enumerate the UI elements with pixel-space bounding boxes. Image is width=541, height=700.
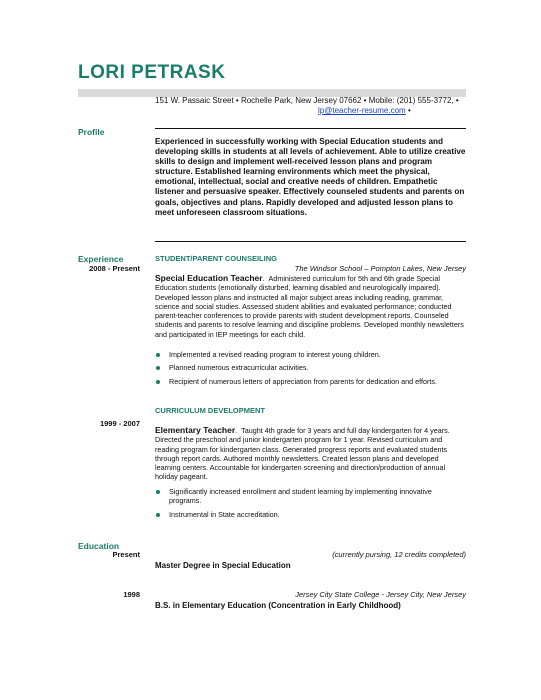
email-link[interactable]: lp@teacher-resume.com [318, 106, 406, 115]
job-1-dates: 2008 - Present [89, 264, 140, 273]
edu-2-note: Jersey City State College - Jersey City, New Jersey [295, 590, 466, 599]
job-2-title: Elementary Teacher [155, 425, 236, 435]
edu-1-note: (currently pursing, 12 credits completed) [332, 550, 466, 559]
bullet-icon [156, 380, 160, 384]
bullet-icon [156, 366, 160, 370]
bullet-icon [156, 490, 160, 494]
profile-heading: Profile [78, 127, 105, 137]
edu-2-dates: 1998 [123, 590, 140, 599]
job-1-employer: The Windsor School – Pompton Lakes, New Jersey [294, 264, 466, 273]
job-2-bullets [155, 487, 466, 523]
job-2-description: Taught 4th grade for 3 years and full day kindergarten for 4 years. Directed the preschool and junior kindergarten program for 1 year. Revised curriculum and reading program for kindergarten class. Generated progress reports and evaluated students through report cards. Authored monthly newsletters. Created lesson plans and developed learning centers. Accountable for kindergarten screening and direction/production of annual holiday pageant. [155, 426, 450, 482]
job-2-category: CURRICULUM DEVELOPMENT [155, 406, 265, 415]
contact-email-line [318, 106, 411, 115]
job-2-dates: 1999 - 2007 [99, 419, 140, 428]
contact-address-line: 151 W. Passaic Street • Rochelle Park, New Jersey 07662 • Mobile: (201) 555-3772, • [155, 96, 459, 105]
job-1-title: Special Education Teacher [155, 273, 263, 283]
bullet-icon [156, 513, 160, 517]
list-item: Recipient of numerous letters of appreciation from parents for dedication and efforts. [155, 377, 466, 386]
job-1-category: STUDENT/PARENT COUNSEILING [155, 254, 277, 263]
list-item: Implemented a revised reading program to interest young children. [155, 350, 466, 359]
profile-top-rule [155, 128, 466, 129]
job-1-description: Administered curriculum for 5th and 6th grade Special Education students (emotionally disturbed, learning disabled and neurologically impaired). Developed lesson plans and instructed all major subject areas including reading, grammar, science and social studies. Assessed student abilities and evaluated performance; conducted parent-teacher conferences to provide parents with student development reports. Counseled students and parents to resolve learning and discipline problems. Developed monthly newsletters and participated in IEP meetings for each child. [155, 274, 464, 339]
job-1-body: Special Education Teacher. Administered curriculum for 5th and 6th grade Special Education students (emotionally disturbed, learning disabled and neurologically impaired). Developed lesson plans and instructed all major subject areas including reading, grammar, science and social studies. Assessed student abilities and evaluated performance; conducted parent-teacher conferences to provide parents with student development reports. Counseled students and parents to resolve learning and discipline problems. Developed monthly newsletters and participated in IEP meetings for each child. [155, 273, 464, 339]
edu-1-dates: Present [112, 550, 140, 559]
profile-text: Experienced in successfully working with Special Education students and developing skills in students at all levels of achievement. Able to utilize creative skills to design and implement well-received lesson plans and program structure. Established learning environments which meet the physical, emotional, intellectual, social and creative needs of children. Empathetic listener and persuasive speaker. Effectively counseled students and parents on goals, objectives and plans. Rapidly developed and adjusted lesson plans to meet unforeseen classroom situations. [155, 137, 466, 217]
edu-1-degree: Master Degree in Special Education [155, 561, 291, 570]
profile-bottom-rule [155, 241, 466, 242]
experience-heading: Experience [78, 254, 124, 264]
job-1-bullets [155, 350, 466, 390]
education-heading: Education [78, 541, 120, 551]
bullet-icon [156, 353, 160, 357]
job-2-body: Elementary Teacher. Taught 4th grade for 3 years and full day kindergarten for 4 years. Directed the preschool and junior kindergarten program for 1 year. Revised curriculum and reading program for kindergarten class. Generated progress reports and evaluated students through report cards. Authored monthly newsletters. Created lesson plans and developed learning centers. Accountable for kindergarten screening and direction/production of annual holiday pageant. [155, 425, 450, 482]
email-suffix: • [405, 106, 411, 115]
list-item: Significantly increased enrollment and student learning by implementing innovative programs. [155, 487, 466, 506]
candidate-name: LORI PETRASK [78, 62, 226, 83]
list-item: Instrumental in State accreditation. [155, 510, 466, 519]
edu-2-degree: B.S. in Elementary Education (Concentration in Early Childhood) [155, 601, 401, 610]
list-item: Planned numerous extracurricular activities. [155, 363, 466, 372]
